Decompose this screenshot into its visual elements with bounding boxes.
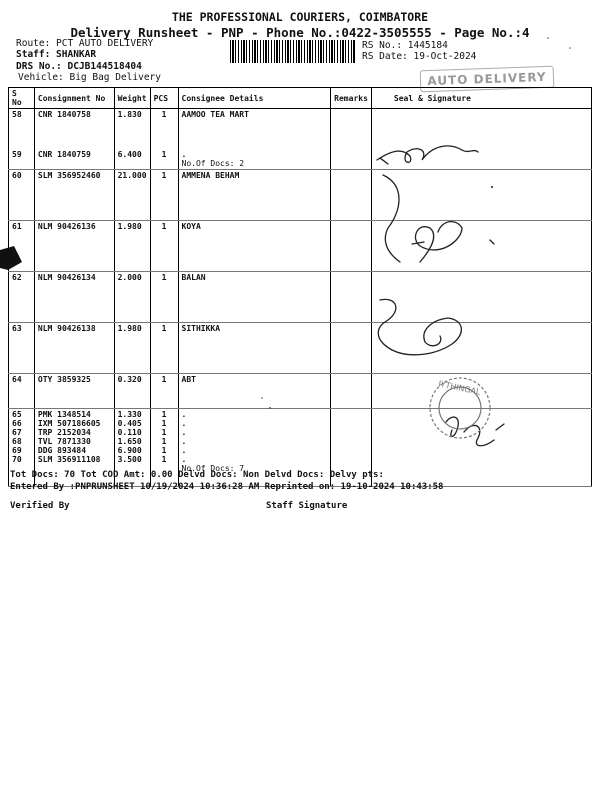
cell-pcs: 1 <box>150 220 178 271</box>
weight-value: 3.500 <box>117 454 142 464</box>
cell-weight: 0.320 <box>114 373 150 408</box>
rs-number: RS No.: 1445184 <box>362 40 448 51</box>
cell-sno: 59 <box>9 149 35 170</box>
cell-sno: 64 <box>9 373 35 408</box>
cell-consignment: NLM 90426138 <box>34 322 114 373</box>
rs-date: RS Date: 19-Oct-2024 <box>362 51 477 62</box>
cell-weight: 2.000 <box>114 271 150 322</box>
vehicle-label: Vehicle: Big Bag Delivery <box>18 72 161 83</box>
col-header-sno: S No <box>9 88 35 109</box>
weight-value: 1.330 <box>117 409 142 419</box>
consignee-value: . <box>181 418 187 428</box>
col-header-weight: Weight <box>114 88 150 109</box>
cell-weight: 1.980 <box>114 322 150 373</box>
weight-value: 0.405 <box>117 418 142 428</box>
cell-sno: 60 <box>9 169 35 220</box>
cell-sno: 58 <box>9 109 35 149</box>
cell-weight: 21.000 <box>114 169 150 220</box>
col-header-consignee: Consignee Details <box>178 88 331 109</box>
staff-label: Staff: SHANKAR <box>16 49 97 60</box>
cell-consignee: AMMENA BEHAM <box>178 169 331 220</box>
pcs-value: 1 <box>161 427 167 437</box>
cell-consignee: SITHIKKA <box>178 322 331 373</box>
entered-by-line: Entered By :PNPRUNSHEET 10/19/2024 10:36:28 AM Reprinted on: 19-10-2024 10:43:58 <box>10 482 444 492</box>
cell-pcs: 1 <box>150 271 178 322</box>
drs-value: DCJB144518404 <box>67 61 142 72</box>
consignee-value: . <box>181 409 187 419</box>
cell-consignment: CNR 1840759 <box>34 149 114 170</box>
pcs-value: 1 <box>161 409 167 419</box>
cell-weight: 1.830 <box>114 109 150 149</box>
cell-consignee: AAMOO TEA MART <box>178 109 331 149</box>
weight-value: 1.650 <box>117 436 142 446</box>
consignment-value: PMK 1348514 <box>37 409 91 419</box>
cell-consignment: SLM 356952460 <box>34 169 114 220</box>
cell-pcs: 1 <box>150 373 178 408</box>
col-header-pcs: PCS <box>150 88 178 109</box>
cell-sno: 63 <box>9 322 35 373</box>
pcs-value: 1 <box>161 454 167 464</box>
pcs-value: 1 <box>161 418 167 428</box>
pcs-value: 1 <box>161 445 167 455</box>
document-subtitle: Delivery Runsheet - PNP - Phone No.:0422-3505555 - Page No.:4 <box>70 25 530 40</box>
cell-consignment: NLM 90426136 <box>34 220 114 271</box>
consignment-value: DDG 893484 <box>37 445 87 455</box>
verified-by-label: Verified By <box>10 501 70 511</box>
seal-text: IYTHINGAL <box>437 379 482 397</box>
pcs-value: 1 <box>161 436 167 446</box>
drs-label: DRS No.: <box>16 61 62 72</box>
cell-weight: 6.400 <box>114 149 150 170</box>
route-label: Route: PCT AUTO DELIVERY <box>16 38 154 49</box>
sno-value: 67 <box>12 427 22 437</box>
cell-pcs: 1 <box>150 322 178 373</box>
col-header-remarks: Remarks <box>331 88 372 109</box>
consignee-value: . <box>181 436 187 446</box>
consignment-value: TRP 2152034 <box>37 427 91 437</box>
consignment-value: IXM 507186605 <box>37 418 101 428</box>
cell-pcs: 1 <box>150 109 178 149</box>
docs-count-note: No.Of Docs: 7 <box>181 463 245 473</box>
consignee-value: . <box>181 445 187 455</box>
consignee-value: . <box>181 427 187 437</box>
sno-value: 65 <box>12 409 22 419</box>
consignee-value: . <box>181 149 187 159</box>
signature-row-61-62 <box>383 175 494 262</box>
weight-value: 0.110 <box>117 427 142 437</box>
cell-pcs: 1 <box>150 149 178 170</box>
cell-consignee: ABT <box>178 373 331 408</box>
signature-row-59 <box>377 146 478 164</box>
consignment-value: SLM 356911108 <box>37 454 101 464</box>
sno-value: 69 <box>12 445 22 455</box>
signature-row-65 <box>446 417 504 446</box>
weight-value: 6.900 <box>117 445 142 455</box>
signature-row-63 <box>378 299 461 354</box>
sno-value: 66 <box>12 418 22 428</box>
cell-weight: 1.980 <box>114 220 150 271</box>
staff-signature-label: Staff Signature <box>266 501 348 511</box>
sno-value: 68 <box>12 436 22 446</box>
cell-consignment: CNR 1840758 <box>34 109 114 149</box>
docs-count-note: No.Of Docs: 2 <box>181 158 245 168</box>
document-title: THE PROFESSIONAL COURIERS, COIMBATORE <box>171 10 429 24</box>
sno-value: 70 <box>12 454 22 464</box>
cell-consignment: NLM 90426134 <box>34 271 114 322</box>
consignment-value: TVL 7871330 <box>37 436 91 446</box>
cell-sno: 62 <box>9 271 35 322</box>
cell-pcs: 1 <box>150 169 178 220</box>
scan-specks <box>261 37 571 409</box>
cell-sno: 61 <box>9 220 35 271</box>
consignee-value: . <box>181 454 187 464</box>
scan-mark <box>0 246 22 270</box>
cell-consignment: OTY 3859325 <box>34 373 114 408</box>
col-header-consignment: Consignment No <box>34 88 114 109</box>
cell-consignee: KOYA <box>178 220 331 271</box>
totals-line: Tot Docs: 70 Tot COD Amt: 0.00 Delvd Docs: Non Delvd Docs: Delvy pts: <box>10 470 384 480</box>
cell-consignee: BALAN <box>178 271 331 322</box>
col-header-seal: Seal & Signature <box>371 88 591 109</box>
auto-delivery-stamp: AUTO DELIVERY <box>420 66 555 93</box>
